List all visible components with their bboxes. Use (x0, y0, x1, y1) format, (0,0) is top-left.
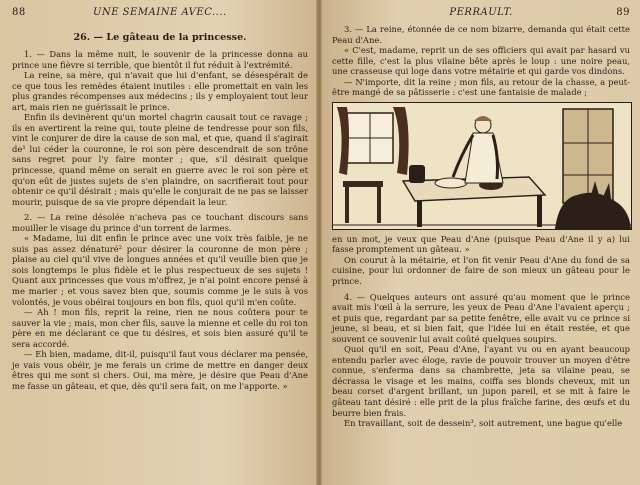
paragraph: — Eh bien, madame, dit-il, puisqu'il faut vous déclarer ma pensée, je vais vous obéir, je me ferais un crime de mettre en danger deux êtres qui me sont si chers. Oui, ma mère, je désire que Peau d'Ane me fasse un gâteau, et que, dès qu'il sera fait, on me l'apporte. » (12, 349, 308, 391)
kitchen-illustration (332, 102, 632, 230)
paragraph: — Ah ! mon fils, reprit la reine, rien ne nous coûtera pour te sauver la vie ; mais, mon cher fils, sauve la mienne et celle du roi ton père en me déclarant ce que tu désires, et sois bien assuré qu'il te sera accordé. (12, 307, 308, 349)
paragraph: — N'importe, dit la reine ; mon fils, au retour de la chasse, a peut-être mangé de sa pâtisserie : c'est une fantaisie de malade ; (332, 76, 630, 98)
bench (343, 181, 383, 187)
paragraph: On courut à la métairie, et l'on fit venir Peau d'Ane du fond de sa cuisine, pour lui ordonner de faire de son mieux un gâteau pour le prince. (332, 254, 630, 287)
bench-leg (345, 187, 349, 223)
left-running-title: UNE SEMAINE AVEC.... (93, 7, 227, 18)
left-running-header (12, 6, 308, 20)
chapter-title: 26. — Le gâteau de la princesse. (73, 32, 247, 43)
paragraph: en un mot, je veux que Peau d'Ane (puisque Peau d'Ane il y a) lui fasse promptement un gâteau. » (332, 233, 630, 255)
paragraph: 4. — Quelques auteurs ont assuré qu'au moment que le prince avait mis l'œil à la serrure, les yeux de Peau d'Ane l'avaient aperçu ; et puis que, regardant par sa petite fenêtre, elle avait vu ce prince si jeune, si beau, et si bien fait, que l'idée lui en était restée, et que souvent ce souvenir lui avait coûté quelques soupirs. (332, 291, 630, 344)
paragraph: « C'est, madame, reprit un de ses officiers qui avait par hasard vu cette fille, c'est la plus vilaine bête après le loup : une noire peau, une crasseuse qui loge dans votre métairie et qui garde vos dindons. (332, 45, 630, 77)
jug (409, 165, 425, 183)
bench-leg (377, 187, 381, 223)
book-gutter (316, 0, 322, 485)
paragraph: 3. — La reine, étonnée de ce nom bizarre, demanda qui était cette Peau d'Ane. (332, 24, 630, 45)
right-page (318, 0, 640, 485)
paragraph: 1. — Dans la même nuit, le souvenir de la princesse donna au prince une fièvre si terrible, que bientôt il fut réduit à l'extrémité. (12, 49, 308, 70)
paragraph: Quoi qu'il en soit, Peau d'Ane, l'ayant vu ou en ayant beaucoup entendu parler avec éloge, ravie de pouvoir trouver un moyen d'être connue, s'enferma dans sa chambrette, jeta sa vilaine peau, se décrassa le visage et les mains, coiffa ses blonds cheveux, mit un beau corset d'argent brillant, un jupon pareil, et se mit à faire le gâteau tant désiré : elle prit de la plus fraîche farine, des œufs et du beurre bien frais. (332, 344, 630, 418)
right-running-header (332, 6, 630, 20)
left-page-number: 88 (12, 7, 26, 18)
paragraph: « Madame, lui dit enfin le prince avec une voix très faible, je ne suis pas assez dénaturé² pour désirer la couronne de mon père ; plaise au ciel qu'il vive de longues années et qu'il veuille bien que je sois longtemps le plus fidèle et le plus respectueux de ses sujets ! Quant aux princesses que vous m'offrez, je n'ai point encore pensé à me marier ; et vous savez bien que, soumis comme je le suis à vos volontés, je vous obéirai toujours en bon fils, quoi qu'il m'en coûte. (12, 233, 308, 307)
paragraph: 2. — La reine désolée n'acheva pas ce touchant discours sans mouiller le visage du prince d'un torrent de larmes. (12, 212, 308, 233)
dough (435, 178, 467, 188)
right-running-title: PERRAULT. (449, 7, 513, 18)
illustration-drawing (333, 103, 631, 229)
left-page (0, 0, 318, 485)
paragraph: En travaillant, soit de dessein³, soit autrement, une bague qu'elle (344, 418, 623, 429)
table-leg (537, 195, 542, 227)
right-page-number: 89 (616, 7, 630, 18)
paragraph: La reine, sa mère, qui n'avait que lui d'enfant, se désespérait de ce que tous les remèdes étaient inutiles : elle promettait en vain les plus grandes récompenses aux médecins ; ils y employaient tout leur art, mais rien ne guérissait le prince. (12, 70, 308, 112)
paragraph: Enfin ils devinèrent qu'un mortel chagrin causait tout ce ravage ; ils en avertirent la reine qui, toute pleine de tendresse pour son fils, vint le conjurer de dire la cause de son mal, et que, quand il s'agirait de¹ lui céder la couronne, le roi son père descendrait de son trône sans regret pour l'y faire monter ; que, s'il désirait quelque princesse, quand même on serait en guerre avec le roi son père et qu'on eût de justes sujets de s'en plaindre, on sacrifierait tout pour obtenir ce qu'il désirait ; mais qu'elle le conjurait de ne pas se laisser mourir, puisque de sa vie propre dépendait la leur. (12, 112, 308, 207)
table-leg (417, 201, 422, 227)
